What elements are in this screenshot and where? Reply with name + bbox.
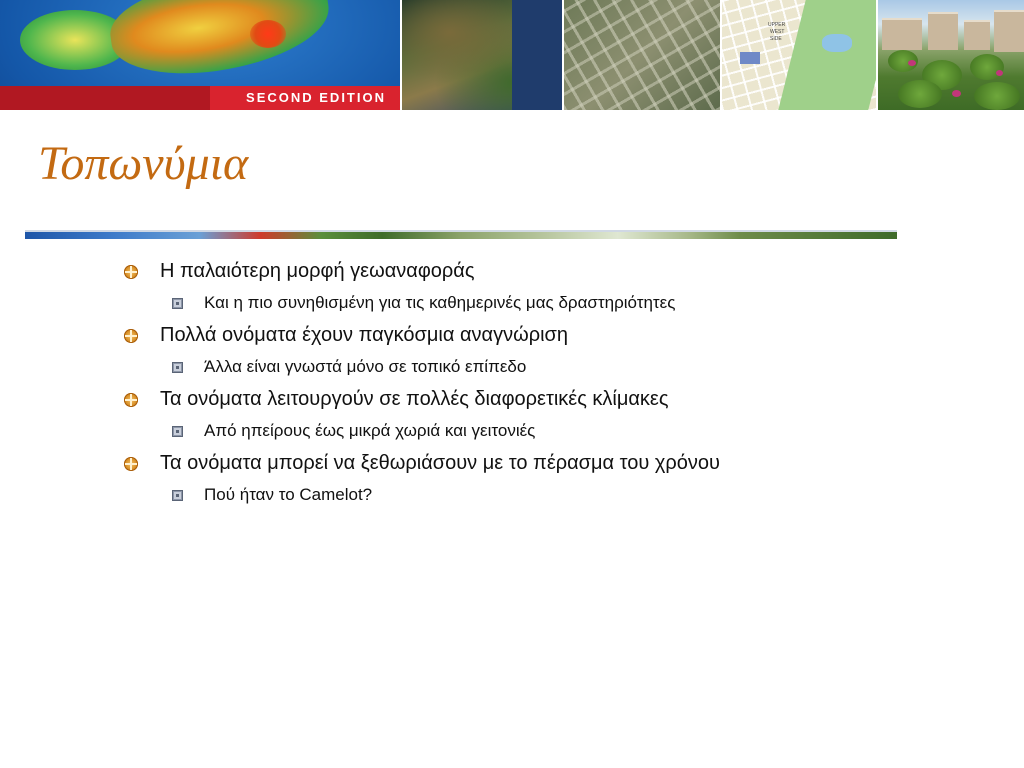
map-label: WEST: [770, 29, 785, 35]
sub-bullet-text: Από ηπείρους έως μικρά χωριά και γειτονιές: [204, 421, 536, 440]
sub-bullet-icon: [172, 362, 183, 373]
edition-label: SECOND EDITION: [246, 90, 386, 105]
bullet-text: Πολλά ονόματα έχουν παγκόσμια αναγνώριση: [160, 324, 568, 346]
bullet-text: Τα ονόματα μπορεί να ξεθωριάσουν με το πέρασμα του χρόνου: [160, 452, 720, 474]
map-label: UPPER: [768, 22, 786, 28]
map-label: SIDE: [770, 36, 782, 42]
sub-bullet-icon: [172, 298, 183, 309]
bullet-item: [124, 260, 475, 283]
bullet-icon: [124, 393, 138, 407]
sub-bullet-icon: [172, 490, 183, 501]
bullet-item: [124, 452, 720, 475]
sub-bullet-text: Πού ήταν το Camelot?: [204, 485, 373, 504]
bullet-item: [124, 388, 669, 411]
sub-bullet-item: [172, 421, 535, 441]
sub-bullet-text: Άλλα είναι γνωστά μόνο σε τοπικό επίπεδο: [204, 357, 527, 376]
bullet-item: [124, 324, 568, 347]
sub-bullet-item: [172, 485, 372, 505]
bullet-icon: [124, 265, 138, 279]
bullet-text: Η παλαιότερη μορφή γεωαναφοράς: [160, 260, 475, 282]
bullet-icon: [124, 329, 138, 343]
slide-title: Τοπωνύμια: [38, 137, 249, 190]
bullet-icon: [124, 457, 138, 471]
sub-bullet-icon: [172, 426, 183, 437]
sub-bullet-text: Και η πιο συνηθισμένη για τις καθημερινές μας δραστηριότητες: [204, 293, 676, 312]
bullet-text: Τα ονόματα λειτουργούν σε πολλές διαφορετικές κλίμακες: [160, 388, 669, 410]
sub-bullet-item: [172, 357, 526, 377]
sub-bullet-item: [172, 293, 675, 313]
